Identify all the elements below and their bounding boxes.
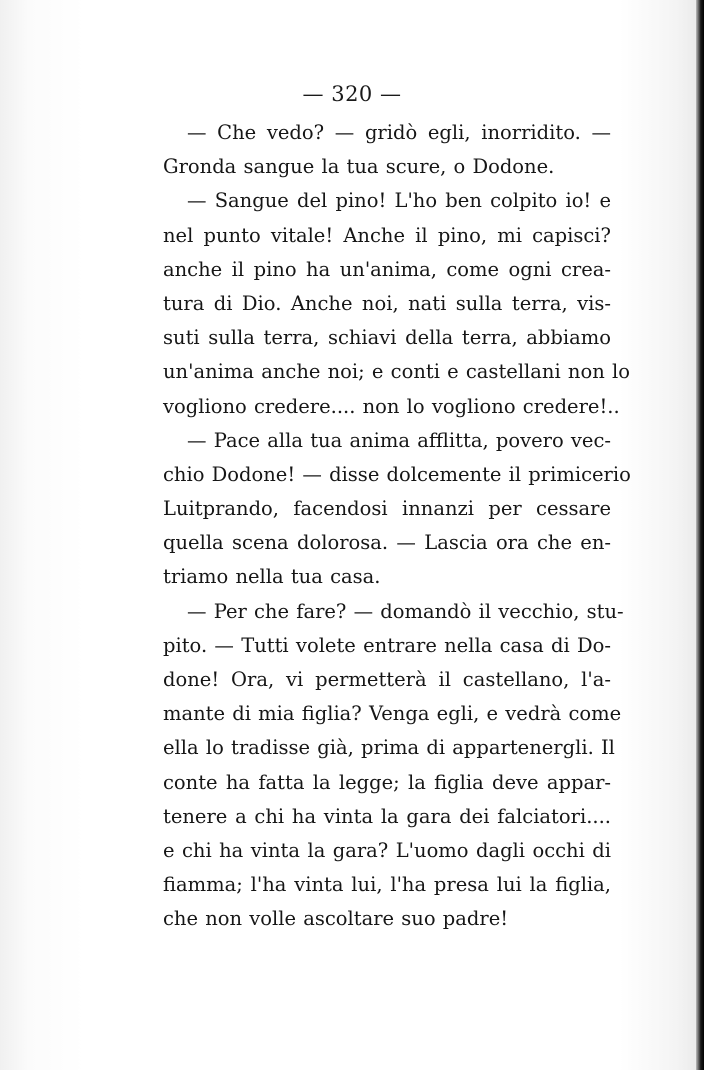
text-line: conte ha fatta la legge; la figlia deve appar- — [163, 770, 611, 794]
page-edge-shadow — [696, 0, 704, 1070]
text-line: — Pace alla tua anima afflitta, povero vec- — [187, 428, 611, 452]
text-line: vogliono credere.... non lo vogliono credere!.. — [163, 394, 620, 418]
text-line: e chi ha vinta la gara? L'uomo dagli occhi di — [163, 838, 611, 862]
text-line: Luitprando, facendosi innanzi per cessare — [163, 497, 611, 521]
text-line: che non volle ascoltare suo padre! — [163, 907, 509, 931]
text-line: quella scena dolorosa. — Lascia ora che en- — [163, 531, 611, 555]
text-line: Gronda sangue la tua scure, o Dodone. — [163, 155, 555, 179]
text-line: — Sangue del pino! L'ho ben colpito io! e — [187, 189, 611, 213]
text-line: nel punto vitale! Anche il pino, mi capisci? — [163, 223, 611, 247]
text-line: ella lo tradisse già, prima di appartenergli. Il — [163, 736, 615, 760]
text-line: triamo nella tua casa. — [163, 565, 381, 589]
text-line: un'anima anche noi; e conti e castellani non lo — [163, 360, 630, 384]
body-text — [163, 116, 631, 937]
text-line: — Per che fare? — domandò il vecchio, stu- — [187, 599, 624, 623]
text-line: suti sulla terra, schiavi della terra, abbiamo — [163, 326, 611, 350]
text-line: — Che vedo? — gridò egli, inorridito. — — [187, 121, 611, 144]
text-line: chio Dodone! — disse dolcemente il primicerio — [163, 462, 631, 486]
text-line: tura di Dio. Anche noi, nati sulla terra, vis- — [163, 291, 611, 315]
text-line: mante di mia figlia? Venga egli, e vedrà come — [163, 702, 622, 726]
text-line: done! Ora, vi permetterà il castellano, l'a- — [163, 668, 611, 691]
text-line: pito. — Tutti volete entrare nella casa di Do- — [163, 633, 611, 657]
text-line: fiamma; l'ha vinta lui, l'ha presa lui la figlia, — [163, 873, 611, 897]
text-line: tenere a chi ha vinta la gara dei falciatori.... — [163, 804, 611, 828]
page-number: — 320 — — [302, 82, 402, 106]
text-line: anche il pino ha un'anima, come ogni crea- — [163, 257, 611, 281]
